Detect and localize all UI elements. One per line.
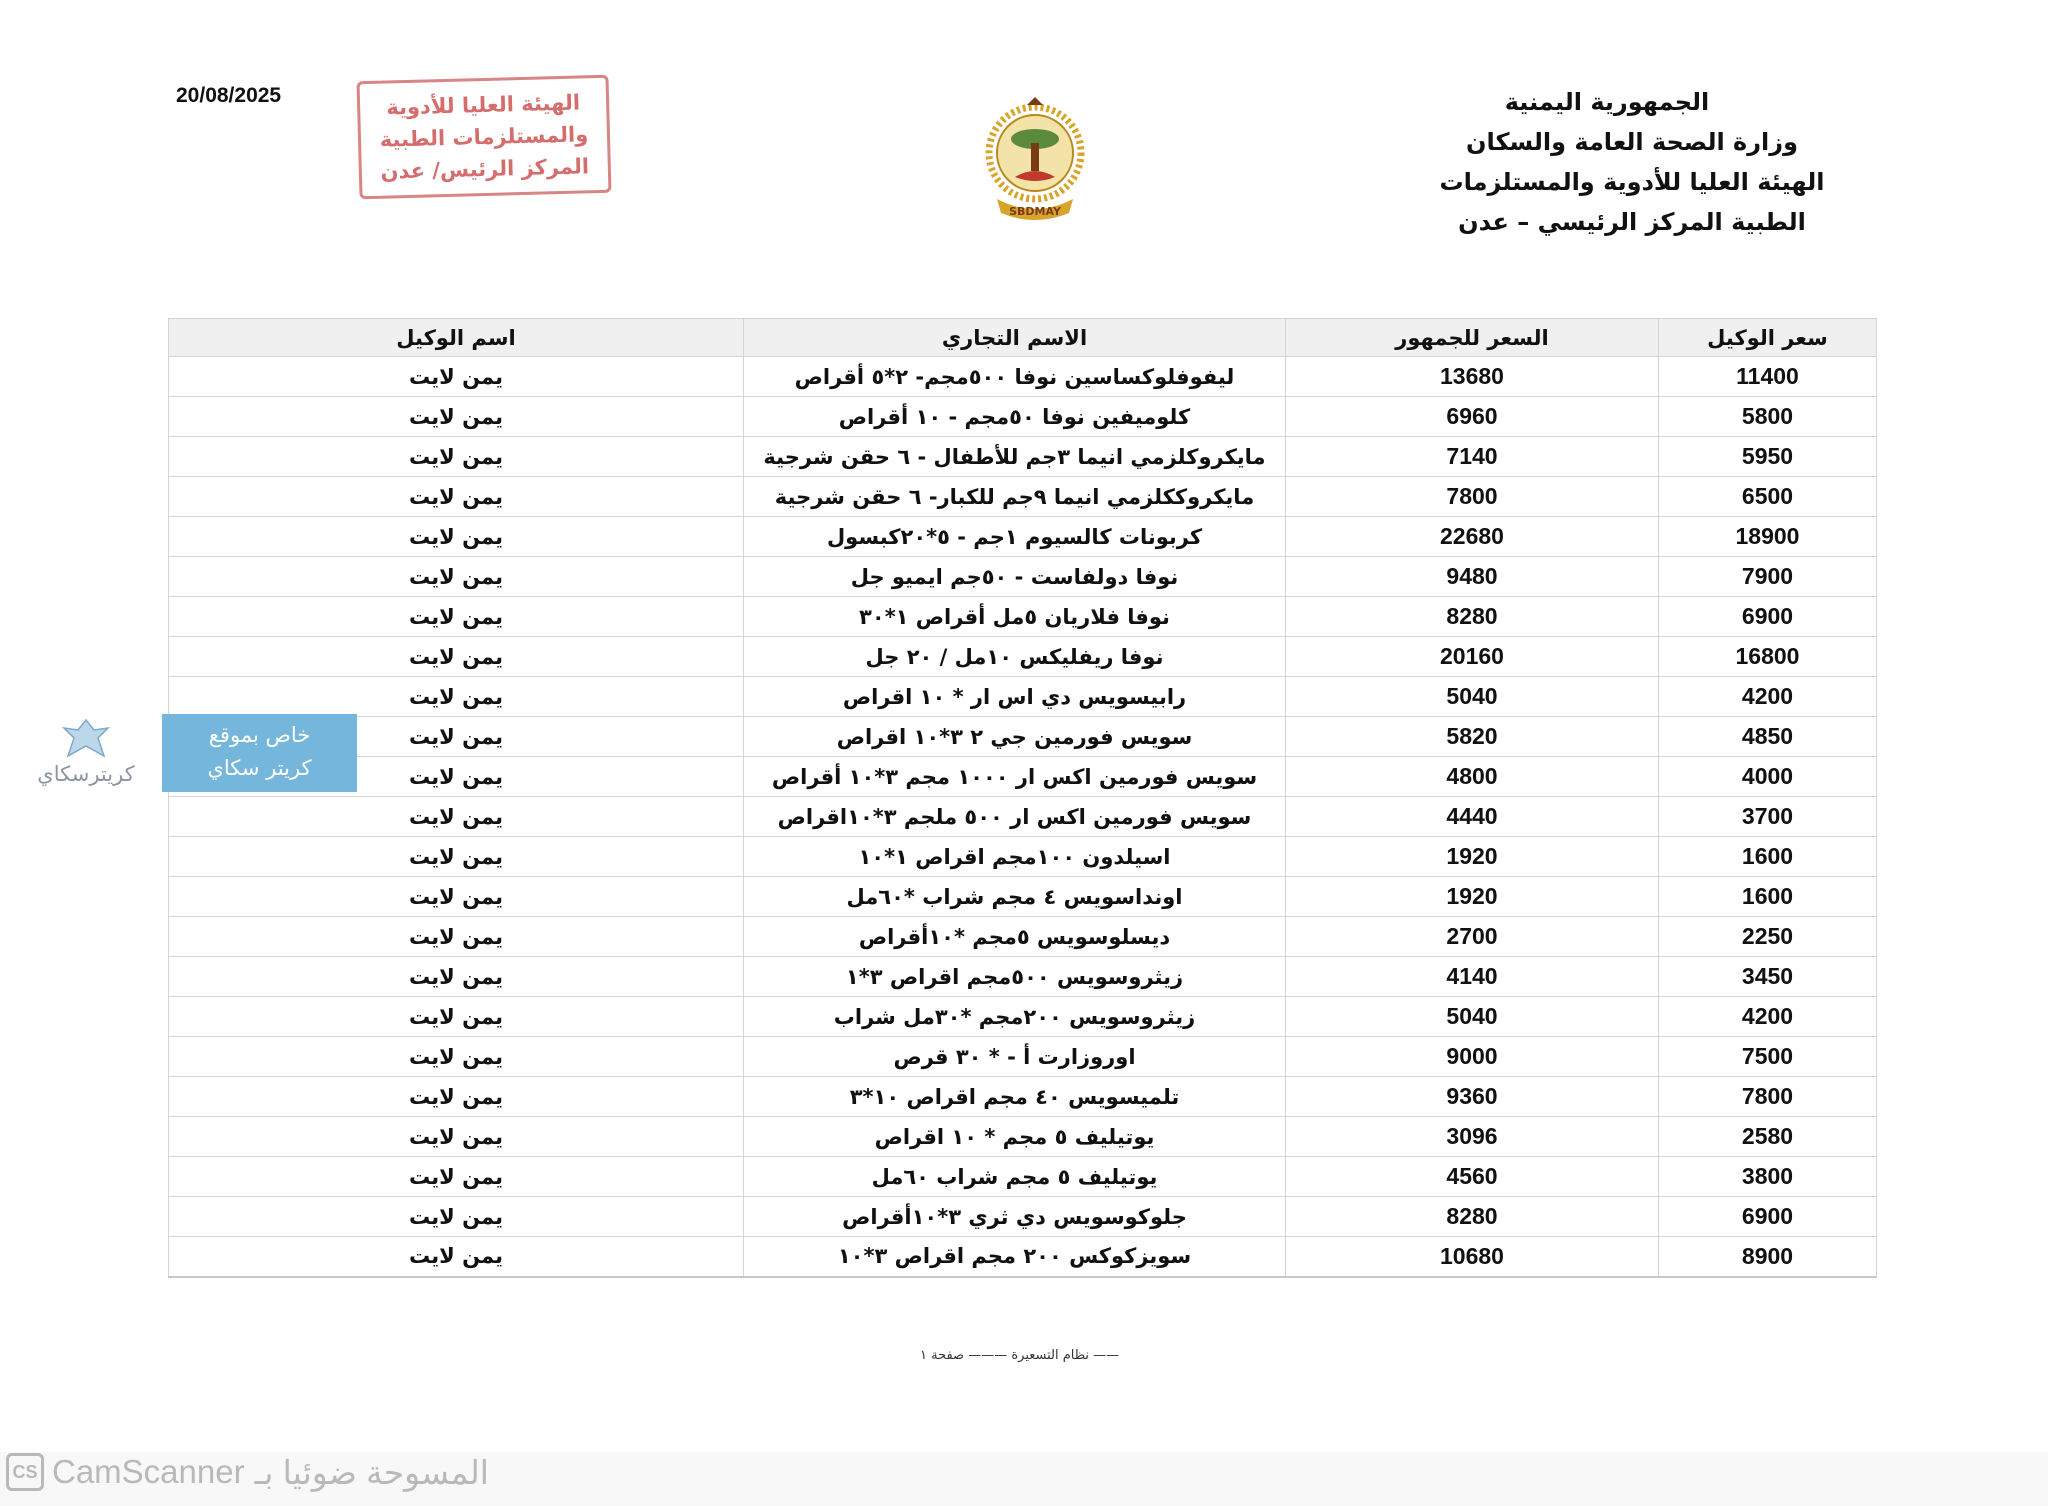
table-row: [169, 877, 1877, 917]
agent-price-cell: 6900: [1659, 1197, 1877, 1237]
table-header-row: [169, 319, 1877, 357]
header-trade-name: الاسم التجاري: [744, 319, 1286, 357]
trade-name-cell: كربونات كالسيوم ١جم - ٥*٢٠كبسول: [744, 517, 1286, 557]
public-price-cell: 22680: [1286, 517, 1659, 557]
agent-name-cell: يمن لايت: [169, 1197, 744, 1237]
agent-name-cell: يمن لايت: [169, 837, 744, 877]
agent-price-cell: 8900: [1659, 1237, 1877, 1277]
public-price-cell: 4560: [1286, 1157, 1659, 1197]
camscanner-prefix: المسوحة ضوئيا بـ: [254, 1453, 489, 1491]
public-price-cell: 4440: [1286, 797, 1659, 837]
agent-name-cell: يمن لايت: [169, 357, 744, 397]
trade-name-cell: سويس فورمين اكس ار ٥٠٠ ملجم ٣*١٠اقراص: [744, 797, 1286, 837]
eagle-icon: [60, 716, 112, 760]
agent-name-cell: يمن لايت: [169, 397, 744, 437]
agent-price-cell: 16800: [1659, 637, 1877, 677]
watermark-line: كريتر سكاي: [207, 756, 312, 780]
agent-price-cell: 6500: [1659, 477, 1877, 517]
trade-name-cell: ديسلوسويس ٥مجم *١٠أقراص: [744, 917, 1286, 957]
public-price-cell: 8280: [1286, 1197, 1659, 1237]
agent-name-cell: يمن لايت: [169, 557, 744, 597]
public-price-cell: 2700: [1286, 917, 1659, 957]
trade-name-cell: مايكروكلزمي انيما ٣جم للأطفال - ٦ حقن شرجية: [744, 437, 1286, 477]
agent-name-cell: يمن لايت: [169, 1077, 744, 1117]
watermark-box: [162, 714, 357, 792]
agent-name-cell: يمن لايت: [169, 437, 744, 477]
table-row: [169, 1197, 1877, 1237]
header-agent-name: اسم الوكيل: [169, 319, 744, 357]
agent-name-cell: يمن لايت: [169, 517, 744, 557]
header-line-country: الجمهورية اليمنية: [1504, 88, 1710, 116]
agent-price-cell: 5950: [1659, 437, 1877, 477]
agent-name-cell: يمن لايت: [169, 997, 744, 1037]
agent-name-cell: يمن لايت: [169, 1117, 744, 1157]
trade-name-cell: يوتيليف ٥ مجم شراب ٦٠مل: [744, 1157, 1286, 1197]
trade-name-cell: يوتيليف ٥ مجم * ١٠ اقراص: [744, 1117, 1286, 1157]
agent-price-cell: 3700: [1659, 797, 1877, 837]
official-stamp: [356, 75, 611, 200]
table-body: [169, 357, 1877, 1277]
table-row: [169, 837, 1877, 877]
public-price-cell: 10680: [1286, 1237, 1659, 1277]
agent-name-cell: يمن لايت: [169, 797, 744, 837]
agent-name-cell: يمن لايت: [169, 717, 744, 757]
agent-name-cell: يمن لايت: [169, 1237, 744, 1277]
stamp-line: الهيئة العليا للأدوية: [386, 90, 581, 120]
public-price-cell: 5040: [1286, 677, 1659, 717]
agent-price-cell: 4850: [1659, 717, 1877, 757]
public-price-cell: 7140: [1286, 437, 1659, 477]
table-row: [169, 357, 1877, 397]
camscanner-watermark: [6, 1448, 489, 1496]
agent-name-cell: يمن لايت: [169, 917, 744, 957]
table-row: [169, 557, 1877, 597]
trade-name-cell: نوفا دولفاست - ٥٠جم ايميو جل: [744, 557, 1286, 597]
table-row: [169, 477, 1877, 517]
table-row: [169, 637, 1877, 677]
agent-name-cell: يمن لايت: [169, 677, 744, 717]
agent-price-cell: 11400: [1659, 357, 1877, 397]
table-row: [169, 517, 1877, 557]
agent-price-cell: 3800: [1659, 1157, 1877, 1197]
table-row: [169, 597, 1877, 637]
public-price-cell: 3096: [1286, 1117, 1659, 1157]
public-price-cell: 9000: [1286, 1037, 1659, 1077]
agent-price-cell: 6900: [1659, 597, 1877, 637]
document-date: 20/08/2025: [176, 84, 282, 107]
table-row: [169, 437, 1877, 477]
public-price-cell: 4800: [1286, 757, 1659, 797]
table-row: [169, 957, 1877, 997]
stamp-line: المركز الرئيس/ عدن: [380, 154, 590, 184]
agent-price-cell: 1600: [1659, 837, 1877, 877]
public-price-cell: 13680: [1286, 357, 1659, 397]
issuer-header: [1372, 82, 1892, 242]
table-row: [169, 1037, 1877, 1077]
agent-name-cell: يمن لايت: [169, 877, 744, 917]
header-line-center: الطبية المركز الرئيسي – عدن: [1458, 208, 1806, 236]
table-row: [169, 997, 1877, 1037]
price-table: [168, 318, 1877, 1278]
trade-name-cell: كلوميفين نوفا ٥٠مجم - ١٠ أقراص: [744, 397, 1286, 437]
watermark-logo: [22, 716, 150, 788]
public-price-cell: 5820: [1286, 717, 1659, 757]
trade-name-cell: ليفوفلوكساسين نوفا ٥٠٠مجم- ٢*٥ أقراص: [744, 357, 1286, 397]
trade-name-cell: مايكروككلزمي انيما ٩جم للكبار- ٦ حقن شرجية: [744, 477, 1286, 517]
public-price-cell: 6960: [1286, 397, 1659, 437]
trade-name-cell: جلوكوسويس دي ثري ٣*١٠أقراص: [744, 1197, 1286, 1237]
header-agent-price: سعر الوكيل: [1659, 319, 1877, 357]
table-row: [169, 397, 1877, 437]
agent-price-cell: 5800: [1659, 397, 1877, 437]
agent-price-cell: 4200: [1659, 677, 1877, 717]
table-row: [169, 717, 1877, 757]
agent-name-cell: يمن لايت: [169, 1037, 744, 1077]
public-price-cell: 1920: [1286, 877, 1659, 917]
agent-price-cell: 1600: [1659, 877, 1877, 917]
trade-name-cell: نوفا ريفليكس ١٠مل / ٢٠ جل: [744, 637, 1286, 677]
public-price-cell: 5040: [1286, 997, 1659, 1037]
camscanner-name: CamScanner: [52, 1453, 245, 1490]
trade-name-cell: زيثروسويس ٢٠٠مجم *٣٠مل شراب: [744, 997, 1286, 1037]
agent-name-cell: يمن لايت: [169, 597, 744, 637]
public-price-cell: 7800: [1286, 477, 1659, 517]
agent-price-cell: 3450: [1659, 957, 1877, 997]
agent-price-cell: 2250: [1659, 917, 1877, 957]
trade-name-cell: رابيسويس دي اس ار * ١٠ اقراص: [744, 677, 1286, 717]
header-public-price: السعر للجمهور: [1286, 319, 1659, 357]
authority-logo: [975, 95, 1095, 227]
public-price-cell: 1920: [1286, 837, 1659, 877]
header-line-ministry: وزارة الصحة العامة والسكان: [1466, 128, 1798, 156]
agent-price-cell: 2580: [1659, 1117, 1877, 1157]
header-line-authority: الهيئة العليا للأدوية والمستلزمات: [1439, 168, 1825, 196]
public-price-cell: 20160: [1286, 637, 1659, 677]
agent-price-cell: 18900: [1659, 517, 1877, 557]
table-row: [169, 1157, 1877, 1197]
stamp-line: والمستلزمات الطبية: [379, 122, 589, 152]
watermark-line: خاص بموقع: [208, 723, 311, 747]
trade-name-cell: اوروزارت أ - * ٣٠ قرص: [744, 1037, 1286, 1077]
table-row: [169, 677, 1877, 717]
agent-name-cell: يمن لايت: [169, 957, 744, 997]
table-row: [169, 1077, 1877, 1117]
agent-price-cell: 4000: [1659, 757, 1877, 797]
trade-name-cell: تلميسويس ٤٠ مجم اقراص ١٠*٣: [744, 1077, 1286, 1117]
agent-name-cell: يمن لايت: [169, 757, 744, 797]
agent-price-cell: 7900: [1659, 557, 1877, 597]
trade-name-cell: سويس فورمين جي ٢ ٣*١٠ اقراص: [744, 717, 1286, 757]
watermark-brand: كريترسكاي: [37, 762, 135, 786]
camscanner-icon: CS: [6, 1453, 44, 1491]
trade-name-cell: سويس فورمين اكس ار ١٠٠٠ مجم ٣*١٠ أقراص: [744, 757, 1286, 797]
agent-name-cell: يمن لايت: [169, 1157, 744, 1197]
table-row: [169, 757, 1877, 797]
table-row: [169, 797, 1877, 837]
page-footer: —— نظام التسعيرة ——— صفحة ١: [920, 1348, 1120, 1363]
public-price-cell: 4140: [1286, 957, 1659, 997]
agent-price-cell: 4200: [1659, 997, 1877, 1037]
agent-price-cell: 7800: [1659, 1077, 1877, 1117]
agent-price-cell: 7500: [1659, 1037, 1877, 1077]
table-row: [169, 917, 1877, 957]
public-price-cell: 9360: [1286, 1077, 1659, 1117]
trade-name-cell: اونداسويس ٤ مجم شراب *٦٠مل: [744, 877, 1286, 917]
public-price-cell: 8280: [1286, 597, 1659, 637]
table-row: [169, 1237, 1877, 1277]
trade-name-cell: نوفا فلاريان ٥مل أقراص ١*٣٠: [744, 597, 1286, 637]
public-price-cell: 9480: [1286, 557, 1659, 597]
trade-name-cell: سويزكوكس ٢٠٠ مجم اقراص ٣*١٠: [744, 1237, 1286, 1277]
table-row: [169, 1117, 1877, 1157]
agent-name-cell: يمن لايت: [169, 477, 744, 517]
trade-name-cell: اسيلدون ١٠٠مجم اقراص ١*١٠: [744, 837, 1286, 877]
agent-name-cell: يمن لايت: [169, 637, 744, 677]
trade-name-cell: زيثروسويس ٥٠٠مجم اقراص ٣*١: [744, 957, 1286, 997]
logo-caption: SBDMAY: [1009, 205, 1061, 218]
